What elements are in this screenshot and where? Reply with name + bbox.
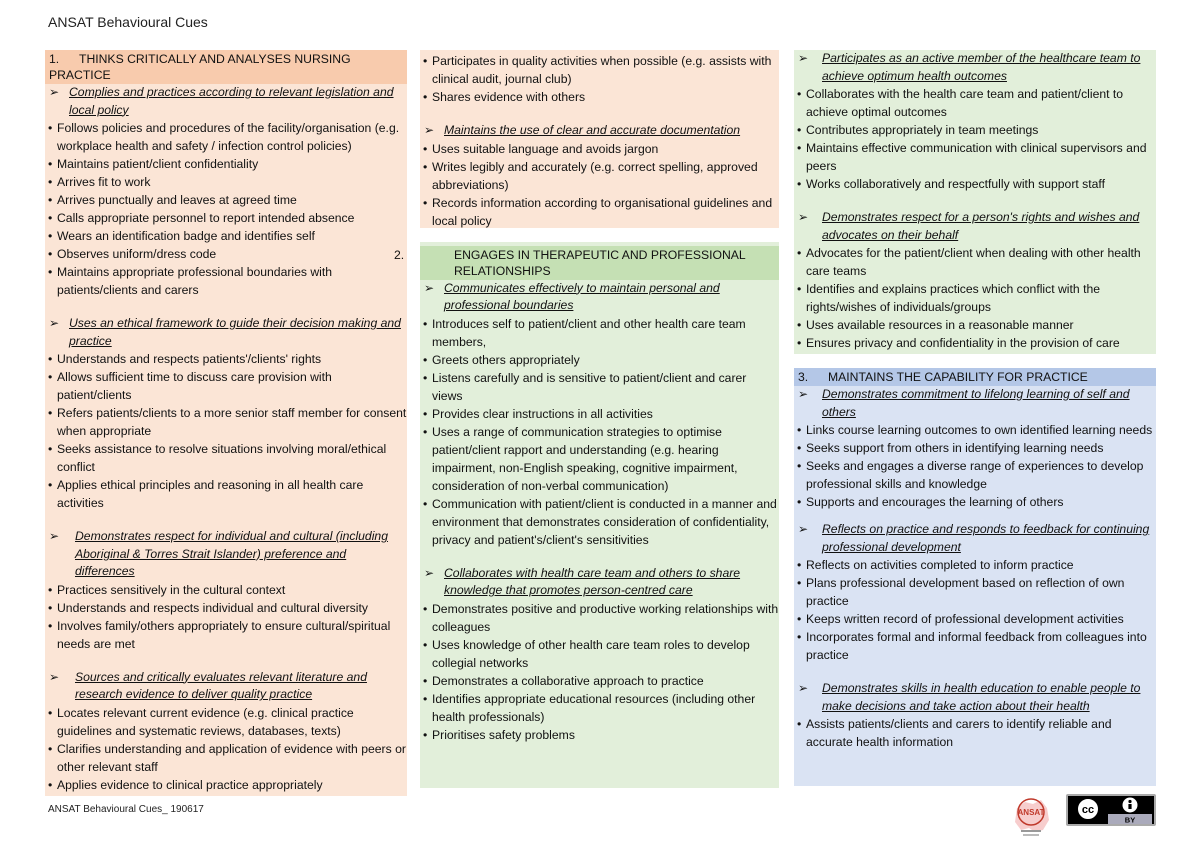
group [794, 680, 1156, 751]
group [45, 528, 407, 653]
arrow-icon: ➢ [798, 51, 809, 65]
subheading: ➢ Demonstrates respect for a person's rights and wishes and advocates on their behalf [798, 210, 1140, 242]
subheading: ➢ Demonstrates respect for individual and cultural (including Aboriginal & Torres Strait Islander) preference and differences [49, 529, 388, 578]
arrow-icon: ➢ [49, 669, 60, 684]
list-item: • Uses available resources in a reasonable manner [794, 316, 1156, 334]
list-item: • Uses suitable language and avoids jargon [420, 140, 779, 158]
column-1 [45, 50, 407, 794]
section-title: MAINTAINS THE CAPABILITY FOR PRACTICE [828, 370, 1088, 384]
arrow-icon: ➢ [424, 565, 435, 580]
group [45, 669, 407, 794]
group [794, 386, 1156, 511]
bullet-list [420, 52, 779, 106]
subheading: ➢ Reflects on practice and responds to feedback for continuing professional development [798, 522, 1150, 554]
bullet-list [794, 244, 1156, 352]
arrow-icon: ➢ [798, 387, 809, 401]
list-item: • Maintains patient/client confidentiality [45, 155, 407, 173]
bullet-list [45, 350, 407, 512]
list-item: • Writes legibly and accurately (e.g. correct spelling, approved abbreviations) [420, 158, 779, 194]
footer-text: ANSAT Behavioural Cues_ 190617 [48, 804, 204, 815]
list-item: • Allows sufficient time to discuss care provision with patient/clients [45, 368, 407, 404]
bullet-list [420, 600, 779, 744]
list-item: • Collaborates with the health care team and patient/client to achieve optimal outcomes [794, 85, 1156, 121]
arrow-icon: ➢ [49, 529, 60, 543]
list-item: • Demonstrates a collaborative approach to practice [420, 672, 779, 690]
subheading: ➢ Complies and practices according to relevant legislation and local policy [49, 85, 394, 117]
section-number: 2. [394, 247, 405, 262]
subheading: ➢ Demonstrates commitment to lifelong learning of self and others [798, 387, 1130, 419]
list-item: • Provides clear instructions in all activities [420, 405, 779, 423]
group [420, 280, 779, 549]
group [794, 50, 1156, 193]
arrow-icon: ➢ [798, 210, 809, 224]
list-item: • Plans professional development based on reflection of own practice [794, 574, 1156, 610]
section-number: 1. [49, 52, 60, 66]
bullet-list [794, 421, 1156, 511]
list-item: • Arrives fit to work [45, 173, 407, 191]
list-item: • Uses knowledge of other health care team roles to develop collegial networks [420, 636, 779, 672]
list-item: • Keeps written record of professional development activities [794, 610, 1156, 628]
section-title: ENGAGES IN THERAPEUTIC AND PROFESSIONAL RELATIONSHIPS [454, 247, 746, 278]
list-item: • Advocates for the patient/client when dealing with other health care teams [794, 244, 1156, 280]
subheading: ➢ Uses an ethical framework to guide their decision making and practice [49, 316, 401, 348]
column-2 [394, 52, 779, 744]
list-item: • Observes uniform/dress code [45, 245, 407, 263]
list-item: • Assists patients/clients and carers to identify reliable and accurate health information [794, 715, 1156, 751]
list-item: • Locates relevant current evidence (e.g. clinical practice guidelines and systematic reviews, databases, texts) [45, 704, 407, 740]
subheading: ➢ Maintains the use of clear and accurate documentation [420, 122, 779, 140]
subheading: ➢ Communicates effectively to maintain personal and professional boundaries [424, 280, 720, 312]
list-item: • Seeks and engages a diverse range of experiences to develop professional skills and knowledge [794, 457, 1156, 493]
list-item: • Shares evidence with others [420, 88, 779, 106]
list-item: • Works collaboratively and respectfully with support staff [794, 175, 1156, 193]
list-item: • Greets others appropriately [420, 351, 779, 369]
list-item: • Understands and respects patients'/clients' rights [45, 350, 407, 368]
cc-by-label: BY [1124, 815, 1136, 824]
list-item: • Refers patients/clients to a more senior staff member for consent when appropriate [45, 404, 407, 440]
list-item: • Calls appropriate personnel to report intended absence [45, 209, 407, 227]
arrow-icon: ➢ [424, 123, 435, 137]
list-item: • Wears an identification badge and identifies self [45, 227, 407, 245]
group [794, 521, 1156, 664]
list-item: • Maintains appropriate professional boundaries with patients/clients and carers [45, 263, 407, 299]
section-title: THINKS CRITICALLY AND ANALYSES NURSING PRACTICE [49, 52, 351, 82]
arrow-icon: ➢ [798, 681, 809, 695]
bullet-list [794, 85, 1156, 193]
list-item: • Contributes appropriately in team meetings [794, 121, 1156, 139]
arrow-icon: ➢ [49, 316, 60, 330]
list-item: • Identifies and explains practices which conflict with the rights/wishes of individuals/groups [794, 280, 1156, 316]
group [45, 315, 407, 512]
subheading: ➢ Demonstrates skills in health education to enable people to make decisions and take action about their health [798, 681, 1141, 713]
group [45, 84, 407, 299]
svg-text:cc: cc [1081, 804, 1095, 816]
ansat-logo-text: ANSAT [1017, 808, 1045, 817]
list-item: • Supports and encourages the learning of others [794, 493, 1156, 511]
list-item: • Communication with patient/client is conducted in a manner and environment that demonstrates consideration of confidentiality, privacy and patient's/client's sensitivities [420, 495, 779, 549]
list-item: • Links course learning outcomes to own identified learning needs [794, 421, 1156, 439]
list-item: • Understands and respects individual and cultural diversity [45, 599, 407, 617]
list-item: • Maintains effective communication with clinical supervisors and peers [794, 139, 1156, 175]
list-item: • Participates in quality activities when possible (e.g. assists with clinical audit, journal club) [420, 52, 779, 88]
section-2-heading [394, 246, 779, 280]
list-item: • Practices sensitively in the cultural context [45, 581, 407, 599]
group [794, 209, 1156, 352]
subheading: ➢ Sources and critically evaluates relevant literature and research evidence to deliver quality practice [49, 669, 367, 701]
list-item: • Applies evidence to clinical practice appropriately [45, 776, 407, 794]
list-item: • Seeks assistance to resolve situations involving moral/ethical conflict [45, 440, 407, 476]
bullet-list [794, 556, 1156, 664]
list-item: • Applies ethical principles and reasoning in all health care activities [45, 476, 407, 512]
column-3 [794, 50, 1156, 751]
list-item: • Ensures privacy and confidentiality in the provision of care [794, 334, 1156, 352]
list-item: • Uses a range of communication strategies to optimise patient/client rapport and understanding (e.g. hearing impairment, non-English speaking, cognitive impairment, consideration of non-verbal communication) [420, 423, 779, 495]
list-item: • Reflects on activities completed to inform practice [794, 556, 1156, 574]
section-number: 3. [798, 370, 809, 384]
list-item: • Identifies appropriate educational resources (including other health professionals) [420, 690, 779, 726]
cc-by-icon [1068, 796, 1154, 824]
list-item: • Listens carefully and is sensitive to patient/client and carer views [420, 369, 779, 405]
list-item: • Incorporates formal and informal feedback from colleagues into practice [794, 628, 1156, 664]
bullet-list [45, 119, 407, 299]
list-item: • Involves family/others appropriately to ensure cultural/spiritual needs are met [45, 617, 407, 653]
ansat-logo [1009, 794, 1053, 842]
bullet-list [45, 581, 407, 653]
list-item: • Records information according to organisational guidelines and local policy [420, 194, 779, 230]
group [420, 565, 779, 744]
subheading: ➢ Participates as an active member of the healthcare team to achieve optimum health outcomes [798, 51, 1141, 83]
arrow-icon: ➢ [798, 522, 809, 536]
subheading: ➢ Collaborates with health care team and others to share knowledge that promotes person-centred care [424, 565, 741, 597]
arrow-icon: ➢ [49, 85, 60, 99]
bullet-list [420, 315, 779, 549]
arrow-icon: ➢ [424, 280, 435, 295]
creative-commons-badge [1066, 794, 1156, 826]
list-item: • Prioritises safety problems [420, 726, 779, 744]
group [420, 122, 779, 230]
list-item: • Arrives punctually and leaves at agreed time [45, 191, 407, 209]
bullet-list [420, 140, 779, 230]
bullet-list [794, 715, 1156, 751]
section-1-heading [45, 50, 407, 84]
section-3-heading [794, 368, 1156, 386]
list-item: • Demonstrates positive and productive working relationships with colleagues [420, 600, 779, 636]
document-title: ANSAT Behavioural Cues [48, 14, 208, 30]
list-item: • Introduces self to patient/client and other health care team members, [420, 315, 779, 351]
list-item: • Seeks support from others in identifying learning needs [794, 439, 1156, 457]
list-item: • Follows policies and procedures of the facility/organisation (e.g. workplace health and safety / infection control policies) [45, 119, 407, 155]
list-item: • Clarifies understanding and application of evidence with peers or other relevant staff [45, 740, 407, 776]
bullet-list [45, 704, 407, 794]
